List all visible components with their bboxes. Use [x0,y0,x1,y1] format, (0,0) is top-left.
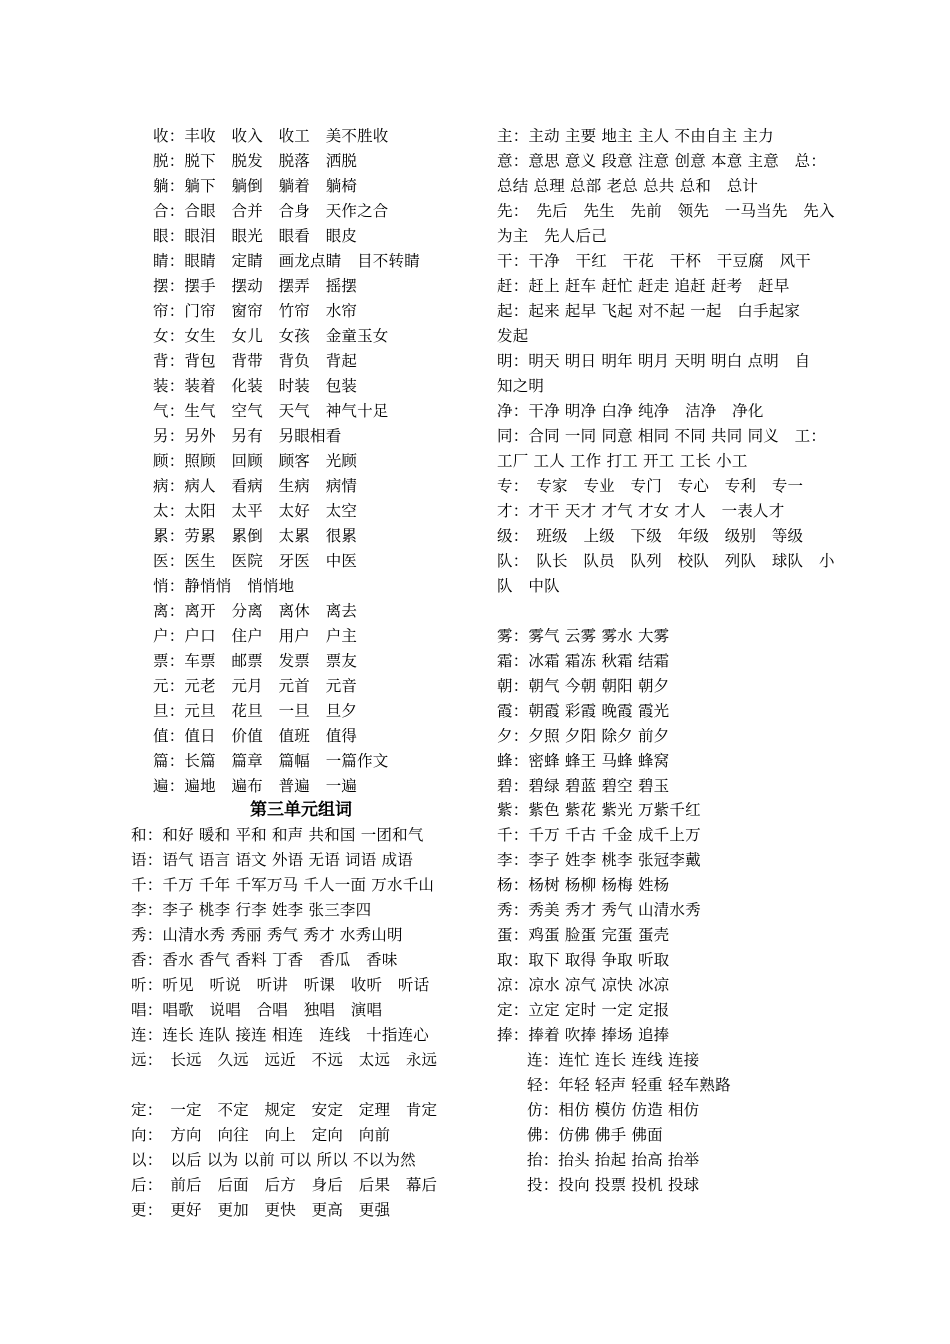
word-entry: 元：元老 元月 元首 元音 [153,677,358,695]
word-entry: 捧：捧着 吹捧 捧场 追捧 [497,1026,670,1044]
word-entry: 轻：年轻 轻声 轻重 轻车熟路 [527,1076,731,1094]
word-entry: 合：合眼 合并 合身 天作之合 [153,202,389,220]
word-entry: 队 中队 [497,577,560,595]
word-entry: 太：太阳 太平 太好 太空 [153,502,358,520]
word-entry: 后： 前后 后面 后方 身后 后果 幕后 [131,1176,438,1194]
word-entry: 佛：仿佛 佛手 佛面 [527,1126,663,1144]
word-entry: 级： 班级 上级 下级 年级 级别 等级 [497,527,804,545]
word-entry: 明：明天 明日 明年 明月 天明 明白 点明 自 [497,352,811,370]
word-entry: 远： 长远 久远 远近 不远 太远 永远 [131,1051,438,1069]
word-entry: 值：值日 价值 值班 值得 [153,727,358,745]
word-entry: 语：语气 语言 语文 外语 无语 词语 成语 [131,851,413,869]
word-entry: 才：才干 天才 才气 才女 才人 一表人才 [497,502,785,520]
word-entry: 净：干净 明净 白净 纯净 洁净 净化 [497,402,764,420]
word-entry: 定：立定 定时 一定 定报 [497,1001,670,1019]
word-entry: 夕：夕照 夕阳 除夕 前夕 [497,727,670,745]
word-entry: 气：生气 空气 天气 神气十足 [153,402,389,420]
word-entry: 雾：雾气 云雾 雾水 大雾 [497,627,670,645]
word-entry: 李：李子 姓李 桃李 张冠李戴 [497,851,701,869]
word-entry: 另：另外 另有 另眼相看 [153,427,342,445]
word-entry: 霞：朝霞 彩霞 晚霞 霞光 [497,702,670,720]
word-entry: 蜂：密蜂 蜂王 马蜂 蜂窝 [497,752,670,770]
word-entry: 起：起来 起早 飞起 对不起 一起 白手起家 [497,302,801,320]
word-entry: 发起 [497,327,529,345]
word-entry: 杨：杨树 杨柳 杨梅 姓杨 [497,876,670,894]
word-entry: 取：取下 取得 争取 听取 [497,951,670,969]
word-entry: 旦：元旦 花旦 一旦 旦夕 [153,702,358,720]
word-entry: 秀：秀美 秀才 秀气 山清水秀 [497,901,701,919]
word-entry: 躺：躺下 躺倒 躺着 躺椅 [153,177,358,195]
word-entry: 收：丰收 收入 收工 美不胜收 [153,127,389,145]
word-entry: 累：劳累 累倒 太累 很累 [153,527,358,545]
word-entry: 李：李子 桃李 行李 姓李 张三李四 [131,901,372,919]
word-entry: 以： 以后 以为 以前 可以 所以 不以为然 [131,1151,416,1169]
word-entry: 背：背包 背带 背负 背起 [153,352,358,370]
word-entry: 摆：摆手 摆动 摆弄 摇摆 [153,277,358,295]
word-entry: 眼：眼泪 眼光 眼看 眼皮 [153,227,358,245]
word-entry: 千：千万 千年 千军万马 千人一面 万水千山 [131,876,435,894]
word-entry: 干：干净 干红 干花 干杯 干豆腐 风干 [497,252,812,270]
word-entry: 香：香水 香气 香料 丁香 香瓜 香味 [131,951,398,969]
word-entry: 总结 总理 总部 老总 总共 总和 总计 [497,177,759,195]
word-entry: 遍：遍地 遍布 普遍 一遍 [153,777,358,795]
word-entry: 连：连忙 连长 连线 连接 [527,1051,700,1069]
word-entry: 悄：静悄悄 悄悄地 [153,577,295,595]
word-entry: 户：户口 住户 用户 户主 [153,627,358,645]
word-entry: 凉：凉水 凉气 凉快 冰凉 [497,976,670,994]
word-entry: 女：女生 女儿 女孩 金童玉女 [153,327,389,345]
word-entry: 篇：长篇 篇章 篇幅 一篇作文 [153,752,389,770]
word-entry: 连：连长 连队 接连 相连 连线 十指连心 [131,1026,429,1044]
word-entry: 医：医生 医院 牙医 中医 [153,552,358,570]
word-entry: 为主 先人后己 [497,227,607,245]
word-entry: 离：离开 分离 离休 离去 [153,602,358,620]
word-entry: 朝：朝气 今朝 朝阳 朝夕 [497,677,670,695]
word-entry: 工厂 工人 工作 打工 开工 工长 小工 [497,452,748,470]
word-entry: 同：合同 一同 同意 相同 不同 共同 同义 工： [497,427,827,445]
word-entry: 先： 先后 先生 先前 领先 一马当先 先入 [497,202,835,220]
word-entry: 唱：唱歌 说唱 合唱 独唱 演唱 [131,1001,383,1019]
word-entry: 票：车票 邮票 发票 票友 [153,652,358,670]
word-entry: 装：装着 化装 时装 包装 [153,377,358,395]
word-entry: 霜：冰霜 霜冻 秋霜 结霜 [497,652,670,670]
word-entry: 睛：眼睛 定睛 画龙点睛 目不转睛 [153,252,420,270]
word-entry: 碧：碧绿 碧蓝 碧空 碧玉 [497,777,670,795]
word-entry: 和：和好 暖和 平和 和声 共和国 一团和气 [131,826,424,844]
word-entry: 向： 方向 向往 向上 定向 向前 [131,1126,391,1144]
word-entry: 病：病人 看病 生病 病情 [153,477,358,495]
word-entry: 脱：脱下 脱发 脱落 洒脱 [153,152,358,170]
word-entry: 抬：抬头 抬起 抬高 抬举 [527,1151,700,1169]
word-entry: 定： 一定 不定 规定 安定 定理 肯定 [131,1101,438,1119]
word-entry: 顾：照顾 回顾 顾客 光顾 [153,452,358,470]
word-entry: 仿：相仿 模仿 仿造 相仿 [527,1101,700,1119]
word-entry: 帘：门帘 窗帘 竹帘 水帘 [153,302,358,320]
word-entry: 听：听见 听说 听讲 听课 收听 听话 [131,976,430,994]
word-entry: 意：意思 意义 段意 注意 创意 本意 主意 总： [497,152,827,170]
word-entry: 秀：山清水秀 秀丽 秀气 秀才 水秀山明 [131,926,403,944]
word-entry: 蛋：鸡蛋 脸蛋 完蛋 蛋壳 [497,926,670,944]
word-entry: 更： 更好 更加 更快 更高 更强 [131,1201,391,1219]
word-entry: 紫：紫色 紫花 紫光 万紫千红 [497,801,701,819]
word-entry: 队： 队长 队员 队列 校队 列队 球队 小 [497,552,835,570]
section-heading: 第三单元组词 [250,800,352,820]
word-entry: 知之明 [497,377,545,395]
word-entry: 千：千万 千古 千金 成千上万 [497,826,701,844]
word-entry: 专： 专家 专业 专门 专心 专利 专一 [497,477,804,495]
word-entry: 赶：赶上 赶车 赶忙 赶走 追赶 赶考 赶早 [497,277,790,295]
word-entry: 主：主动 主要 地主 主人 不由自主 主力 [497,127,774,145]
word-entry: 投：投向 投票 投机 投球 [527,1176,700,1194]
